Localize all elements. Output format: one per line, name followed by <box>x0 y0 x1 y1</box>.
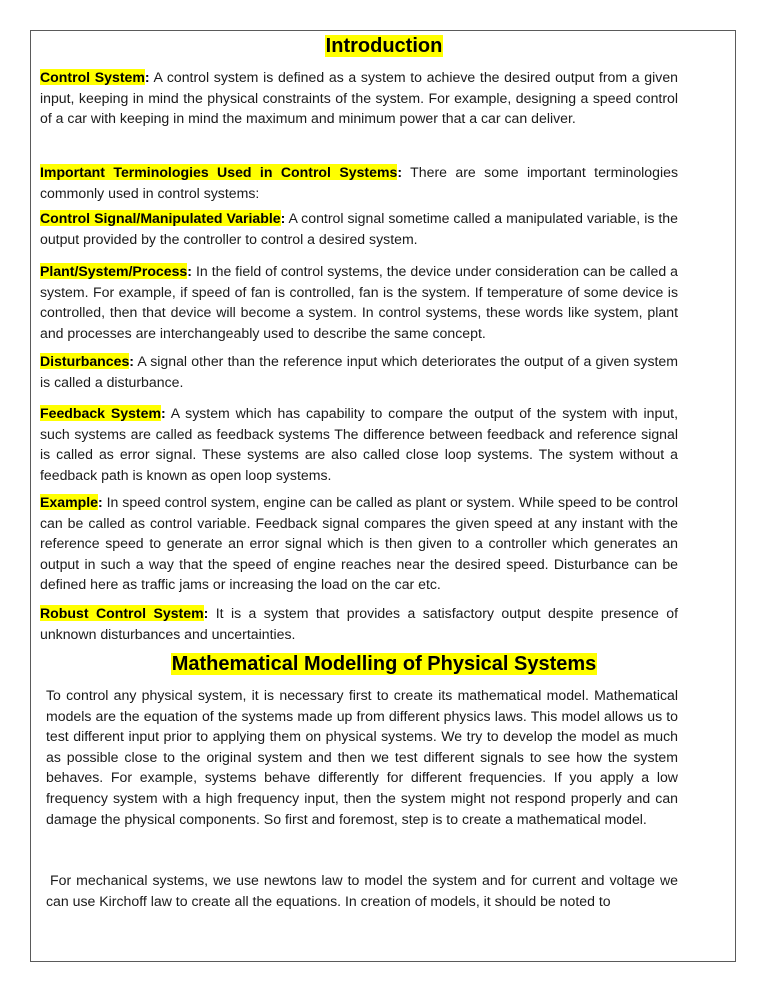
term-label: Robust Control System: <box>40 605 209 621</box>
paragraph-body: A signal other than the reference input which deteriorates the output of a given system is called a disturbance. <box>40 353 678 390</box>
term-label: Control System: <box>40 69 150 85</box>
paragraph-example <box>40 492 678 595</box>
term-label: Plant/System/Process: <box>40 263 192 279</box>
paragraph-plant-system-process <box>40 261 678 343</box>
paragraph-control-system <box>40 67 678 129</box>
paragraph-body: There are some important terminologies commonly used in control systems: <box>40 164 678 201</box>
heading-text: Introduction <box>325 35 443 57</box>
paragraph-body: In speed control system, engine can be called as plant or system. While speed to be control can be called as control variable. Feedback signal compares the given speed at any instant with the reference speed to generate an error signal which is then given to a controller which generates an output in such a way that the speed of engine reaches near the desired speed. Disturbance can be defined here as traffic jams or increasing the load on the car etc. <box>40 494 678 593</box>
paragraph-body: A system which has capability to compare the output of the system with input, such systems are called as feedback systems The difference between feedback and reference signal is called as error signal. These systems are also called close loop systems. The system without a feedback path is known as open loop systems. <box>40 405 678 483</box>
paragraph-body: To control any physical system, it is necessary first to create its mathematical model. Mathematical models are the equation of the systems made up from different physics laws. This model allows us to test different input prior to applying them on physical systems. We try to develop the model as much as possible close to the original system and then we test different signals to see how the system behaves. For example, systems behave differently for different frequencies. If you apply a low frequency system with a high frequency input, then the system might not respond properly and can damage the physical components. So first and foremost, step is to create a mathematical model. <box>46 687 678 827</box>
paragraph-body: A control signal sometime called a manipulated variable, is the output provided by the controller to control a desired system. <box>40 210 678 247</box>
paragraph-disturbances <box>40 351 678 392</box>
paragraph-feedback-system <box>40 403 678 485</box>
term-label: Disturbances: <box>40 353 134 369</box>
section-heading-introduction <box>0 34 768 58</box>
paragraph-robust-control-system <box>40 603 678 644</box>
paragraph-control-signal <box>40 208 678 249</box>
section-heading-mathematical-modelling <box>0 652 768 676</box>
paragraph-body: In the field of control systems, the device under consideration can be called a system. For example, if speed of fan is controlled, fan is the system. If temperature of some device is controlled, then that device will become a system. In control systems, these words like system, plant and processes are interchangeably used to describe the same concept. <box>40 263 678 341</box>
paragraph-body: For mechanical systems, we use newtons law to model the system and for current and voltage we can use Kirchoff law to create all the equations. In creation of models, it should be noted to <box>46 872 678 909</box>
paragraph-body: A control system is defined as a system to achieve the desired output from a given input, keeping in mind the physical constraints of the system. For example, designing a speed control of a car with keeping in mind the maximum and minimum power that a car can deliver. <box>40 69 679 127</box>
term-label: Example: <box>40 494 103 510</box>
paragraph-modelling-intro <box>46 685 678 829</box>
heading-text: Mathematical Modelling of Physical Systems <box>171 653 597 675</box>
paragraph-body: It is a system that provides a satisfactory output despite presence of unknown disturbances and uncertainties. <box>40 605 678 642</box>
paragraph-modelling-laws <box>46 870 678 911</box>
term-label: Feedback System: <box>40 405 166 421</box>
paragraph-important-terminologies <box>40 162 678 203</box>
term-label: Control Signal/Manipulated Variable: <box>40 210 286 226</box>
term-label: Important Terminologies Used in Control Systems: <box>40 164 403 180</box>
